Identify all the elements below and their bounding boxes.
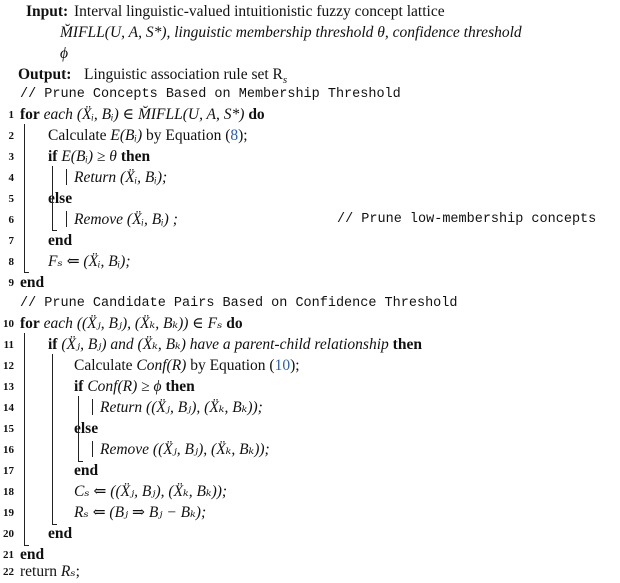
line-number: 14 xyxy=(3,402,14,414)
line-content xyxy=(74,355,300,376)
line-number: 18 xyxy=(3,486,14,498)
if-block-bar-3 xyxy=(78,396,79,461)
algo-line-13 xyxy=(0,376,620,397)
if-block-hook-3 xyxy=(78,461,83,462)
kw-if: if xyxy=(48,148,58,165)
line-number: 6 xyxy=(8,214,14,226)
algo-line-19 xyxy=(0,502,620,523)
then-bar-2 xyxy=(92,399,93,415)
kw-each: each xyxy=(43,106,73,123)
input-label: Input: xyxy=(26,3,69,20)
for-block-bar-2 xyxy=(24,333,25,545)
algo-line-2 xyxy=(0,125,620,146)
line-number: 9 xyxy=(8,277,14,289)
equation-ref-8[interactable]: 8 xyxy=(230,127,239,144)
line-number: 7 xyxy=(8,235,14,247)
line-number: 8 xyxy=(8,256,14,268)
text-mid: by Equation ( xyxy=(142,127,231,144)
line-content: Remove (Ẍᵢ, Bᵢ) ; xyxy=(74,211,178,228)
kw-else: else xyxy=(48,190,73,207)
kw-then: then xyxy=(392,336,422,353)
math-expr: Rₛ xyxy=(60,563,76,580)
line-content: Return ((Ẍⱼ, Bⱼ), (Ẍₖ, Bₖ)); xyxy=(100,399,263,416)
line-number: 20 xyxy=(3,528,14,540)
line-number: 17 xyxy=(3,465,14,477)
line-content: Fₛ ⇐ (Ẍᵢ, Bᵢ); xyxy=(48,253,131,270)
line-number: 15 xyxy=(3,423,14,435)
output-label: Output: xyxy=(18,66,72,83)
line-content xyxy=(20,104,265,125)
loop-set: ((Ẍⱼ, Bⱼ), (Ẍₖ, Bₖ)) ∈ Fₛ xyxy=(76,315,223,332)
output-text-main: Linguistic association rule set R xyxy=(84,66,283,83)
comment-prune-concepts: // Prune Concepts Based on Membership Threshold xyxy=(20,87,401,102)
line-number: 16 xyxy=(3,444,14,456)
line-content xyxy=(74,376,195,397)
equation-ref-10[interactable]: 10 xyxy=(274,357,291,374)
input-text-3: ϕ xyxy=(60,45,69,62)
kw-do: do xyxy=(226,315,243,332)
kw-end: end xyxy=(20,274,45,291)
line-number: 21 xyxy=(3,549,14,561)
kw-for: for xyxy=(20,106,40,123)
line-content: Rₛ ⇐ (Bⱼ ⇒ Bⱼ − Bₖ); xyxy=(74,504,207,521)
input-line-1 xyxy=(0,1,620,22)
comment-prune-pairs: // Prune Candidate Pairs Based on Confidence Threshold xyxy=(20,296,458,311)
text-post: ; xyxy=(75,563,80,580)
line-number: 11 xyxy=(3,339,14,351)
algo-line-7 xyxy=(0,230,620,251)
line-number: 4 xyxy=(8,172,14,184)
text-pre: Calculate xyxy=(48,127,111,144)
for-block-hook-1 xyxy=(24,272,29,273)
line-number: 12 xyxy=(3,360,14,372)
line-number: 2 xyxy=(8,130,14,142)
for-block-hook-2 xyxy=(24,545,29,546)
kw-if: if xyxy=(74,378,84,395)
line-content xyxy=(48,334,422,355)
kw-do: do xyxy=(248,106,265,123)
algo-line-20 xyxy=(0,523,620,544)
text-and: and xyxy=(106,336,138,353)
text-tail: have a parent-child relationship xyxy=(185,336,389,353)
kw-for: for xyxy=(20,315,40,332)
line-number: 10 xyxy=(3,318,14,330)
line-content: Remove ((Ẍⱼ, Bⱼ), (Ẍₖ, Bₖ)); xyxy=(100,441,270,458)
algo-line-5 xyxy=(0,188,620,209)
else-bar-1 xyxy=(66,211,67,227)
algo-line-18 xyxy=(0,481,620,502)
line-content xyxy=(20,313,243,334)
algo-line-10 xyxy=(0,313,620,334)
line-content xyxy=(48,125,248,146)
kw-else: else xyxy=(74,420,99,437)
algo-line-16 xyxy=(0,439,620,460)
algo-line-12 xyxy=(0,355,620,376)
algo-line-6 xyxy=(0,209,620,230)
text-post: ); xyxy=(290,357,300,374)
comment-line-1 xyxy=(0,84,620,105)
math-expr: Conf(R) ≥ ϕ xyxy=(87,378,162,395)
kw-then: then xyxy=(120,148,151,165)
line-number: 3 xyxy=(8,151,14,163)
line-number: 13 xyxy=(3,381,14,393)
algo-line-4 xyxy=(0,167,620,188)
comment-line-2 xyxy=(0,293,620,314)
for-block-bar-1 xyxy=(24,124,25,272)
kw-if: if xyxy=(48,336,58,353)
kw-end: end xyxy=(48,525,73,542)
line-number: 1 xyxy=(8,109,14,121)
text-post: ); xyxy=(238,127,248,144)
text-return: return xyxy=(20,563,61,580)
algo-line-22 xyxy=(0,561,620,582)
line-content: Cₛ ⇐ ((Ẍⱼ, Bⱼ), (Ẍₖ, Bₖ)); xyxy=(74,483,228,500)
if-block-bar-2 xyxy=(52,354,53,524)
output-text-sub: s xyxy=(282,74,288,87)
then-bar-1 xyxy=(66,169,67,185)
algo-line-11 xyxy=(0,334,620,355)
algo-line-8 xyxy=(0,251,620,272)
algo-line-3 xyxy=(0,146,620,167)
line-content xyxy=(20,561,80,582)
input-text-1: Interval linguistic-valued intuitionistic fuzzy concept lattice xyxy=(74,3,445,20)
input-text-2: M̆IFLL(U, A, S*), linguistic membership threshold θ, confidence threshold xyxy=(60,24,522,41)
kw-end: end xyxy=(20,546,45,563)
if-block-bar-1 xyxy=(52,166,53,230)
text-pre: Calculate xyxy=(74,357,137,374)
algo-line-17 xyxy=(0,460,620,481)
algo-line-14 xyxy=(0,397,620,418)
line-content xyxy=(48,146,150,167)
comment-prune-low-membership: // Prune low-membership concepts xyxy=(337,212,597,227)
algo-line-15 xyxy=(0,418,620,439)
text-mid: by Equation ( xyxy=(186,357,275,374)
kw-end: end xyxy=(48,232,73,249)
math-expr: E(Bᵢ) ≥ θ xyxy=(61,148,117,165)
if-block-hook-2 xyxy=(52,524,57,525)
loop-set: (Ẍᵢ, Bᵢ) ∈ M̆IFLL(U, A, S*) xyxy=(76,106,245,123)
line-number: 5 xyxy=(8,193,14,205)
algo-line-1 xyxy=(0,104,620,125)
if-block-hook-1 xyxy=(52,230,57,231)
algo-line-9 xyxy=(0,272,620,293)
input-line-2 xyxy=(0,22,620,43)
math-expr-2: (Ẍₖ, Bₖ) xyxy=(137,336,186,353)
kw-each: each xyxy=(43,315,73,332)
output-line xyxy=(0,64,620,85)
else-bar-2 xyxy=(92,441,93,457)
line-number: 22 xyxy=(3,566,14,578)
math-expr: Conf(R) xyxy=(136,357,187,374)
kw-end: end xyxy=(74,462,99,479)
math-expr-1: (Ẍⱼ, Bⱼ) xyxy=(61,336,107,353)
line-content: Return (Ẍᵢ, Bᵢ); xyxy=(74,169,168,186)
kw-then: then xyxy=(165,378,195,395)
input-line-3 xyxy=(0,43,620,64)
line-number: 19 xyxy=(3,507,14,519)
math-expr: E(Bᵢ) xyxy=(110,127,143,144)
